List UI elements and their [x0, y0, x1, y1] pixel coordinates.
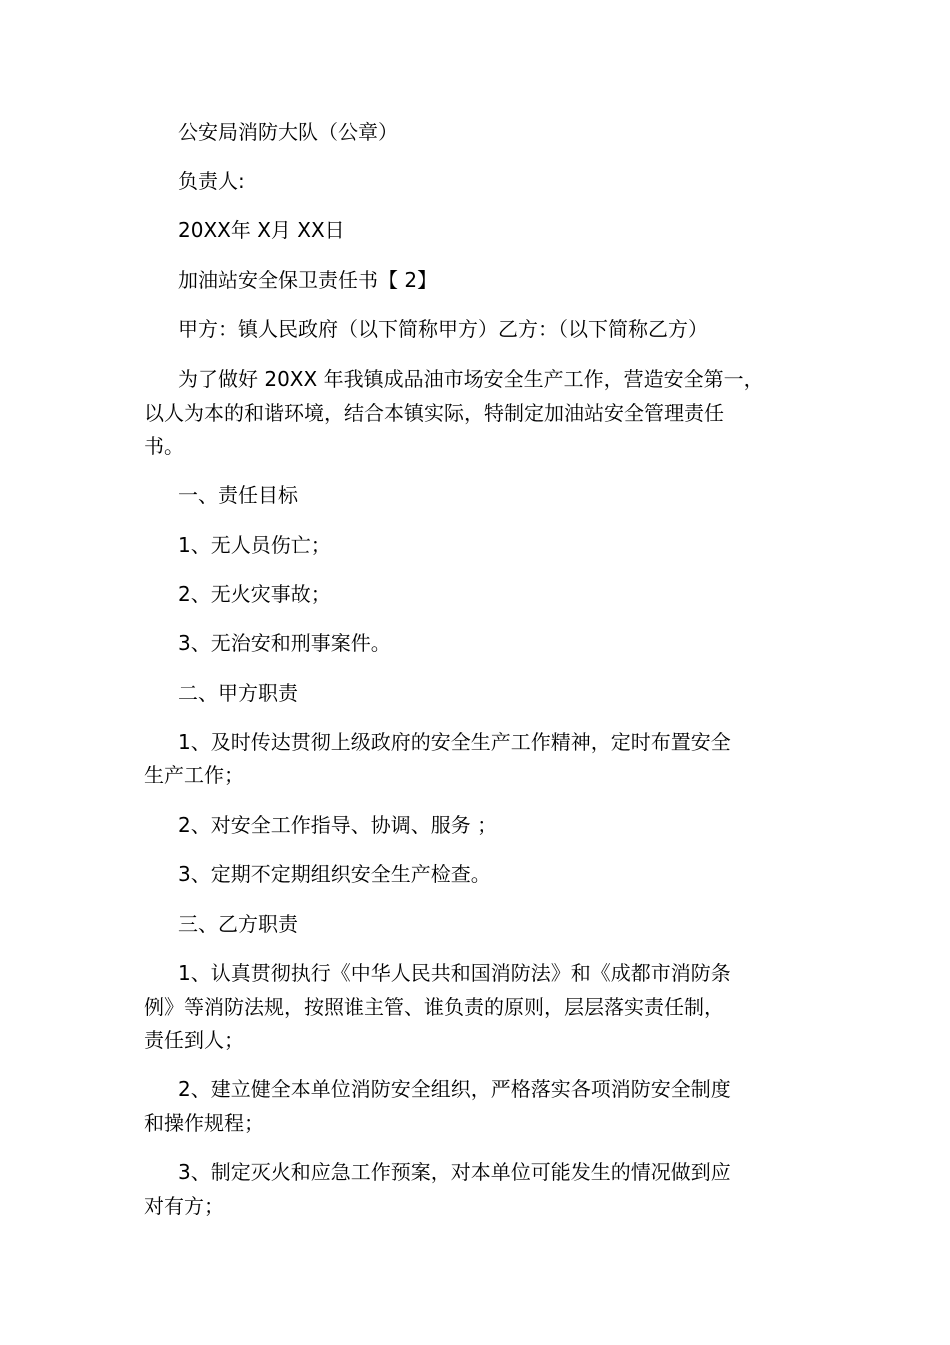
- intro-paragraph-line-2: 以人为本的和谐环境，结合本镇实际，特制定加油站安全管理责任: [144, 401, 724, 425]
- list-item: 3、定期不定期组织安全生产检查。: [178, 862, 491, 886]
- section-heading-1: 一、责任目标: [178, 483, 298, 507]
- list-item: 2、对安全工作指导、协调、服务 ；: [178, 813, 498, 837]
- list-item-continuation: 生产工作；: [144, 763, 244, 787]
- list-item-continuation: 例》等消防法规，按照谁主管、谁负责的原则，层层落实责任制，: [144, 995, 724, 1019]
- intro-paragraph-line-3: 书。: [144, 434, 184, 458]
- intro-paragraph-line-1: 为了做好 20XX 年我镇成品油市场安全生产工作，营造安全第一，: [178, 367, 764, 391]
- document-title: 加油站安全保卫责任书【 2】: [178, 268, 438, 292]
- section-heading-2: 二、甲方职责: [178, 681, 298, 705]
- parties-line: 甲方：镇人民政府（以下简称甲方）乙方：（以下简称乙方）: [178, 317, 708, 341]
- list-item: 3、无治安和刑事案件。: [178, 631, 391, 655]
- list-item-continuation: 和操作规程；: [144, 1111, 264, 1135]
- list-item-continuation: 对有方；: [144, 1194, 224, 1218]
- date-line: 20XX年 X月 XX日: [178, 218, 345, 242]
- seal-line: 公安局消防大队（公章）: [178, 120, 398, 144]
- list-item: 2、无火灾事故；: [178, 582, 331, 606]
- list-item: 1、无人员伤亡；: [178, 533, 331, 557]
- list-item-continuation: 责任到人；: [144, 1028, 244, 1052]
- list-item: 2、建立健全本单位消防安全组织，严格落实各项消防安全制度: [178, 1077, 731, 1101]
- person-in-charge-line: 负责人:: [178, 169, 245, 193]
- list-item: 1、认真贯彻执行《中华人民共和国消防法》和《成都市消防条: [178, 961, 731, 985]
- section-heading-3: 三、乙方职责: [178, 912, 298, 936]
- list-item: 1、及时传达贯彻上级政府的安全生产工作精神，定时布置安全: [178, 730, 731, 754]
- list-item: 3、制定灭火和应急工作预案，对本单位可能发生的情况做到应: [178, 1160, 731, 1184]
